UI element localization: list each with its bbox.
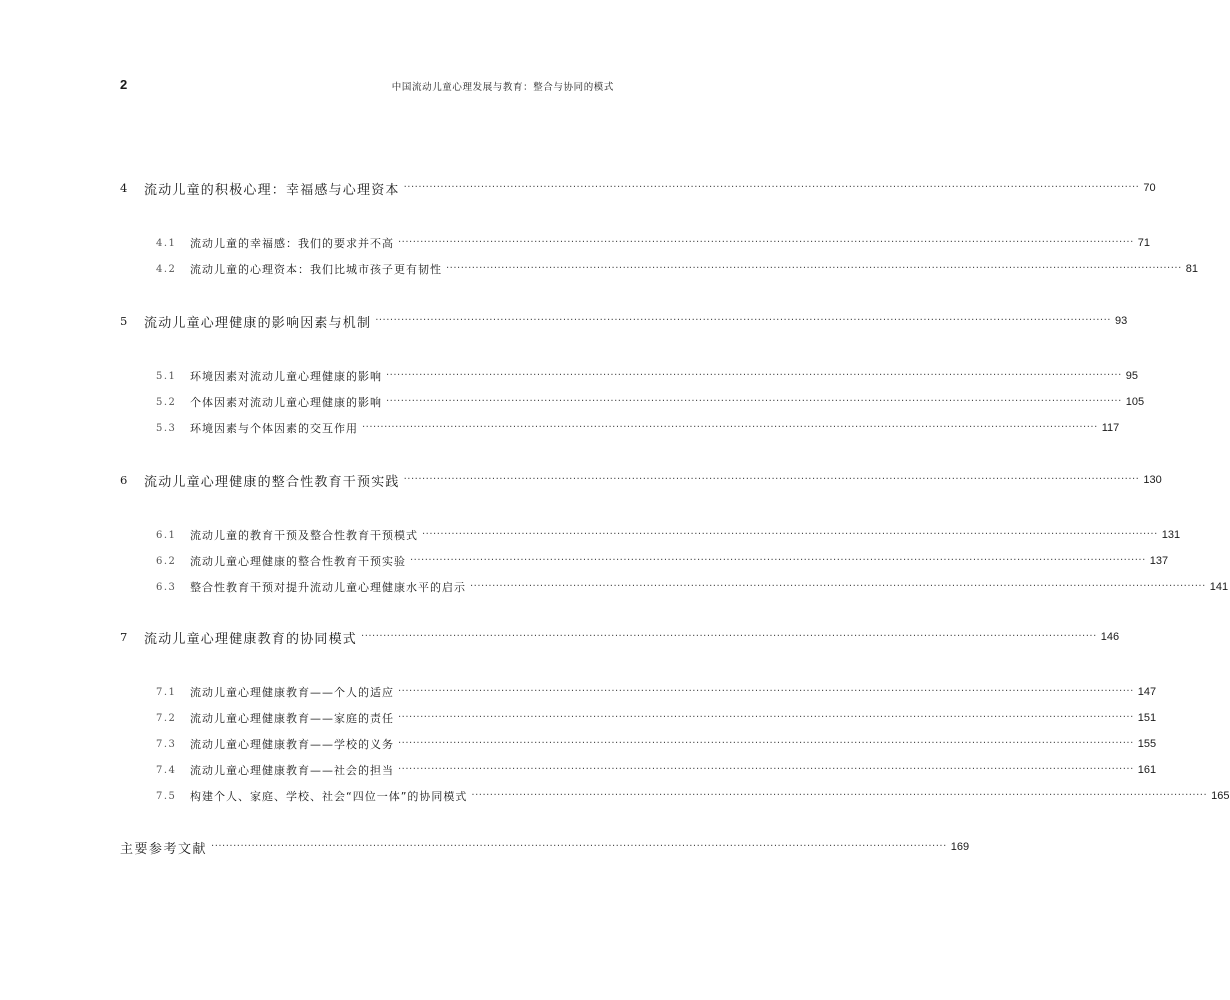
section-title: 构建个人、家庭、学校、社会“四位一体”的协同模式 (190, 790, 468, 803)
dot-leader: ········································································································································································································ (398, 686, 1134, 697)
chapter-page: 93 (1114, 315, 1128, 327)
section-page: 137 (1149, 555, 1169, 567)
running-title: 中国流动儿童心理发展与教育：整合与协同的模式 (391, 82, 614, 93)
chapter-number: 4 (120, 181, 129, 195)
toc-section-7-5[interactable] (156, 787, 1230, 805)
section-number: 7.5 (156, 790, 177, 802)
toc-section-6-2[interactable] (156, 552, 1169, 570)
toc-section-7-1[interactable] (156, 683, 1157, 701)
section-page: 165 (1211, 790, 1230, 802)
toc-chapter-4[interactable] (120, 179, 1156, 198)
chapter-page: 146 (1100, 631, 1120, 643)
section-title: 流动儿童的心理资本：我们比城市孩子更有韧性 (190, 263, 442, 276)
dot-leader: ········································································································································································································ (375, 315, 1111, 326)
section-page: 155 (1137, 738, 1157, 750)
section-title: 个体因素对流动儿童心理健康的影响 (190, 396, 382, 409)
section-number: 7.1 (156, 686, 177, 698)
section-number: 5.1 (156, 370, 177, 382)
dot-leader: ········································································································································································································ (471, 790, 1208, 801)
dot-leader: ········································································································································································································ (386, 396, 1122, 407)
dot-leader: ········································································································································································································ (470, 581, 1206, 592)
section-number: 4.1 (156, 237, 177, 249)
chapter-page: 130 (1143, 474, 1162, 486)
page-number: 2 (120, 77, 128, 92)
section-page: 141 (1209, 581, 1229, 593)
chapter-number: 6 (120, 473, 129, 487)
toc-chapter-6[interactable] (120, 471, 1162, 490)
chapter-title: 流动儿童心理健康的整合性教育干预实践 (144, 474, 400, 490)
section-number: 4.2 (156, 263, 177, 275)
section-page: 161 (1137, 764, 1157, 776)
section-title: 环境因素对流动儿童心理健康的影响 (190, 370, 382, 383)
chapter-page: 70 (1143, 182, 1156, 194)
section-number: 5.2 (156, 396, 177, 408)
section-number: 7.3 (156, 738, 177, 750)
section-number: 7.2 (156, 712, 177, 724)
dot-leader: ········································································································································································································ (386, 370, 1122, 381)
toc-chapter-7[interactable] (120, 628, 1120, 647)
chapter-title: 流动儿童心理健康的影响因素与机制 (144, 315, 372, 331)
section-title: 流动儿童的教育干预及整合性教育干预模式 (190, 529, 418, 542)
toc-chapter-5[interactable] (120, 312, 1128, 331)
dot-leader: ········································································································································································································ (398, 738, 1134, 749)
dot-leader: ········································································································································································································ (362, 422, 1098, 433)
page-header (120, 77, 614, 97)
chapter-title: 流动儿童心理健康教育的协同模式 (144, 631, 358, 647)
section-title: 流动儿童心理健康教育——社会的担当 (190, 764, 394, 777)
section-number: 5.3 (156, 422, 177, 434)
section-title: 整合性教育干预对提升流动儿童心理健康水平的启示 (190, 581, 466, 594)
toc-section-7-4[interactable] (156, 761, 1157, 779)
toc-references[interactable] (120, 838, 970, 857)
dot-leader: ········································································································································································································ (398, 764, 1134, 775)
section-title: 环境因素与个体因素的交互作用 (190, 422, 358, 435)
dot-leader: ········································································································································································································ (398, 237, 1134, 248)
section-title: 流动儿童心理健康的整合性教育干预实验 (190, 555, 406, 568)
toc-section-5-1[interactable] (156, 367, 1138, 385)
references-title: 主要参考文献 (120, 841, 208, 857)
toc-section-5-2[interactable] (156, 393, 1145, 411)
section-page: 147 (1137, 686, 1157, 698)
section-title: 流动儿童的幸福感：我们的要求并不高 (190, 237, 394, 250)
dot-leader: ········································································································································································································ (446, 263, 1182, 274)
toc-section-7-3[interactable] (156, 735, 1157, 753)
toc-section-4-1[interactable] (156, 234, 1150, 252)
section-page: 117 (1101, 422, 1120, 434)
toc-section-7-2[interactable] (156, 709, 1157, 727)
chapter-title: 流动儿童的积极心理：幸福感与心理资本 (144, 182, 400, 198)
toc-section-6-1[interactable] (156, 526, 1181, 544)
chapter-number: 7 (120, 630, 129, 644)
dot-leader: ········································································································································································································ (422, 529, 1158, 540)
section-page: 81 (1185, 263, 1198, 275)
section-title: 流动儿童心理健康教育——家庭的责任 (190, 712, 394, 725)
section-page: 151 (1137, 712, 1157, 724)
section-title: 流动儿童心理健康教育——学校的义务 (190, 738, 394, 751)
section-page: 71 (1137, 237, 1150, 249)
dot-leader: ········································································································································································································ (361, 631, 1097, 642)
section-page: 105 (1125, 396, 1145, 408)
section-page: 95 (1125, 370, 1138, 382)
toc-section-6-3[interactable] (156, 578, 1229, 596)
dot-leader: ········································································································································································································ (211, 841, 947, 852)
section-title: 流动儿童心理健康教育——个人的适应 (190, 686, 394, 699)
toc-section-4-2[interactable] (156, 260, 1198, 278)
section-number: 7.4 (156, 764, 177, 776)
dot-leader: ········································································································································································································ (403, 182, 1140, 193)
section-number: 6.3 (156, 581, 177, 593)
section-page: 131 (1161, 529, 1181, 541)
section-number: 6.2 (156, 555, 177, 567)
dot-leader: ········································································································································································································ (398, 712, 1134, 723)
toc-section-5-3[interactable] (156, 419, 1120, 437)
dot-leader: ········································································································································································································ (403, 474, 1140, 485)
chapter-number: 5 (120, 314, 129, 328)
dot-leader: ········································································································································································································ (410, 555, 1146, 566)
section-number: 6.1 (156, 529, 177, 541)
references-page: 169 (950, 841, 970, 853)
